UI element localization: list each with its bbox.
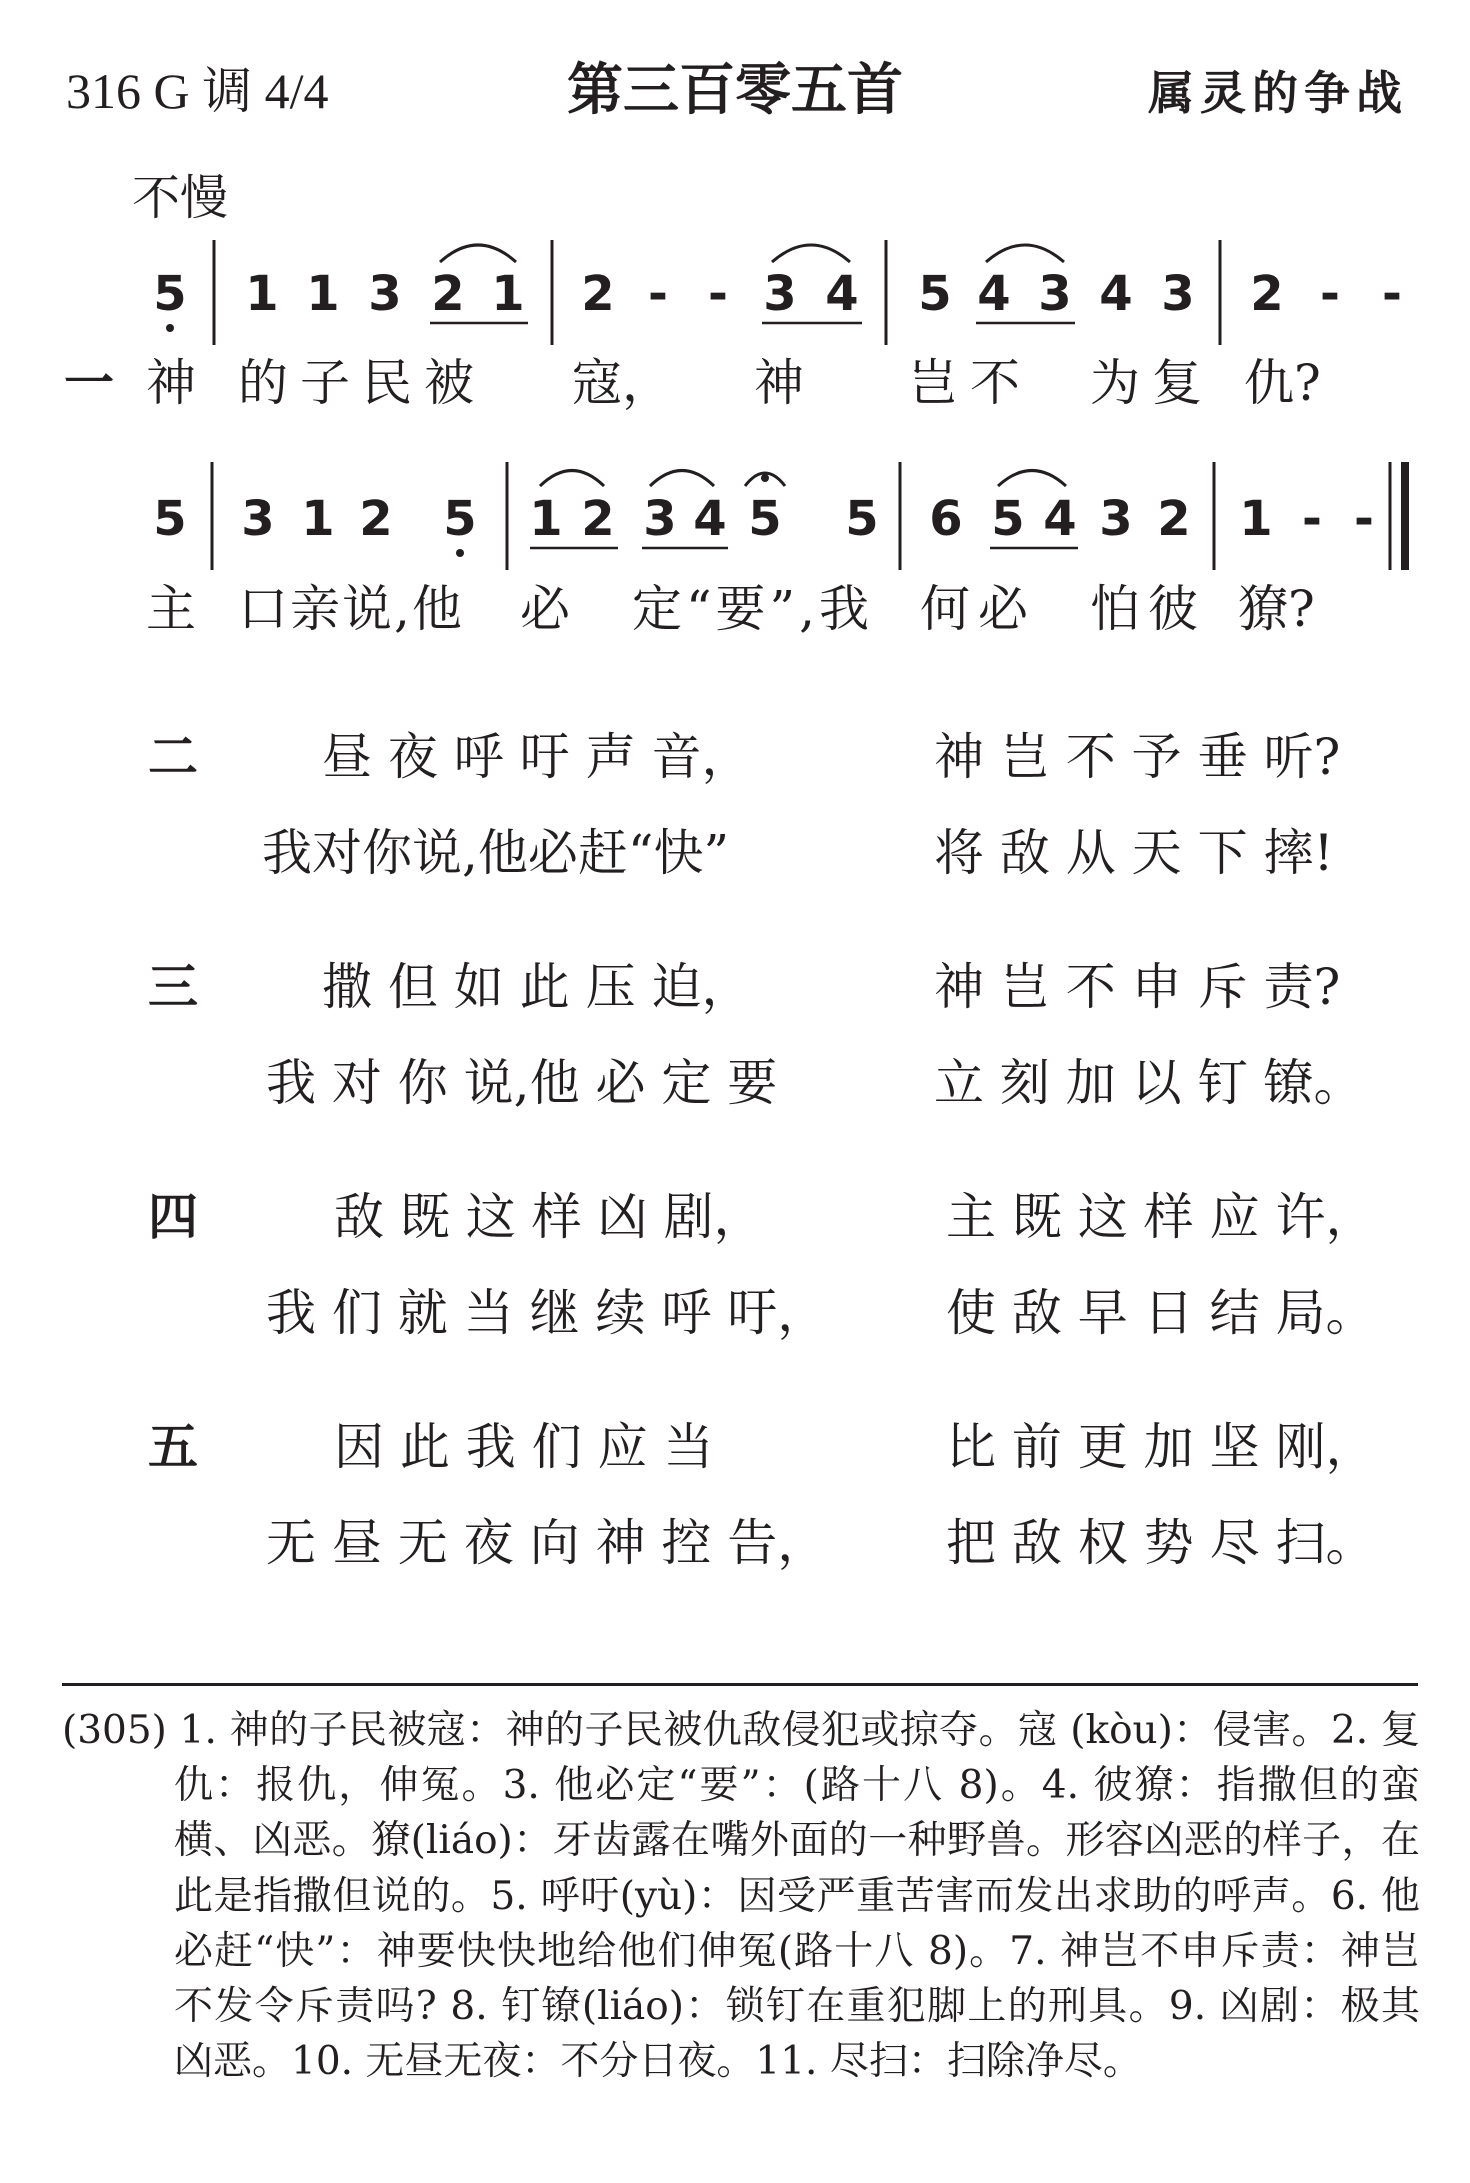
note: 3 [368,266,402,322]
verse-line: 敌 既 这 样 凶 剧， [334,1188,764,1246]
slur [540,471,604,487]
page-title: 第三百零五首 [567,58,903,123]
dash: - [1382,266,1402,322]
verse-number: 一 [64,354,114,412]
verse-line: 我 们 就 当 继 续 呼 吁， [266,1284,828,1342]
verse-line: 因 此 我 们 应 当 [334,1418,714,1476]
slur [986,245,1064,262]
hymn-category: 属灵的争战 [1148,66,1408,120]
verse-line: 昼 夜 呼 吁 声 音， [322,728,752,786]
verse-line: 立 刻 加 以 钉 镣。 [934,1054,1364,1112]
lyric: 为复 [1090,354,1214,412]
footnote-divider [62,1683,1418,1686]
note: 1 [529,491,563,547]
note: 3 [241,491,275,547]
verse-line: 主 既 这 样 应 许， [946,1188,1376,1246]
verse-line: 我对你说,他必赶“快” [262,824,730,882]
note: 2 [431,266,465,322]
note: 2 [1250,266,1284,322]
note: 4 [1099,266,1133,322]
note: 4 [977,266,1011,322]
verse-line: 比 前 更 加 坚 刚， [946,1418,1376,1476]
note: 3 [1099,491,1133,547]
lyric: 仇? [1244,354,1321,412]
note: 5 [153,491,187,547]
verse-number: 五 [148,1418,198,1476]
note: 3 [643,491,677,547]
lyric: 岂不 [908,354,1032,412]
verse-line: 神 岂 不 予 垂 听? [934,728,1341,786]
note: 2 [581,266,615,322]
verse-number: 三 [148,958,198,1016]
slur [998,471,1066,487]
lyric: 何必 [920,580,1036,638]
verse-number: 二 [148,728,198,786]
lower-octave-dot [166,324,174,332]
hymn-number-key-time: 316 G 调 4/4 [66,63,329,119]
score-line-1 [153,240,1402,345]
lyric: 口亲说,他 [238,580,464,638]
dash: - [1302,491,1322,547]
verse-line: 神 岂 不 申 斥 责? [934,958,1341,1016]
lower-octave-dot [456,549,464,557]
verse-line: 把 敌 权 势 尽 扫。 [946,1514,1376,1572]
lyric: 獠? [1238,580,1315,638]
note: 3 [1161,266,1195,322]
note: 1 [301,491,335,547]
note: 2 [581,491,615,547]
note: 2 [1157,491,1191,547]
lyric: 必 [520,580,570,638]
lyric: 怕彼 [1090,580,1206,638]
note: 3 [1038,266,1072,322]
note: 2 [359,491,393,547]
score-line-2 [153,462,1405,570]
lyric: 定“要”,我 [632,580,874,638]
lyric: 寇， [572,354,672,412]
lyric: 的子民被 [238,354,486,412]
note: 4 [1043,491,1077,547]
note: 4 [825,266,859,322]
note: 6 [929,491,963,547]
note: 4 [693,491,727,547]
lyric: 主 [146,580,196,638]
note: 1 [1239,491,1273,547]
slur [772,245,850,262]
note: 5 [918,266,952,322]
note: 5 [153,266,187,322]
note: 1 [245,266,279,322]
note: 5 [991,491,1025,547]
note: 5 [443,491,477,547]
verse-line: 撒 但 如 此 压 迫， [322,958,752,1016]
note: 5 [748,491,782,547]
fermata-dot [761,474,769,482]
lyric: 神 [146,354,196,412]
verse-number: 四 [148,1188,198,1246]
dash: - [1320,266,1340,322]
verse-line: 使 敌 早 日 结 局。 [946,1284,1376,1342]
note: 1 [306,266,340,322]
lyric: 神 [754,354,804,412]
note: 3 [763,266,797,322]
dash: - [1354,491,1374,547]
footnotes: (305) 1. 神的子民被寇：神的子民被仇敌侵犯或掠夺。寇 (kòu)：侵害。2. 复仇：报仇，伸冤。3. 他必定“要”：(路十八 8)。4. 彼獠：指撒但的蛮横、凶恶。獠(liáo)：牙齿露在嘴外面的一种野兽。形容凶恶的样子，在此是指撒但说的。5. 呼吁(yù)：因受严重苦害而发出求助的呼声。6. 他必赶“快”：神要快快地给他们伸冤(路十八 8)。7. 神岂不申斥责：神岂不发令斥责吗? 8. 钉镣(liáo)：锁钉在重犯脚上的刑具。9. 凶剧：极其凶恶。10. 无昼无夜：不分日夜。11. 尽扫：扫除净尽。 [62,1708,1420,2085]
verse-line: 无 昼 无 夜 向 神 控 告， [266,1514,828,1572]
slur [440,245,516,262]
note: 1 [491,266,525,322]
verse-line: 我 对 你 说,他 必 定 要 [266,1054,778,1112]
verse-line: 将 敌 从 天 下 摔! [934,824,1334,882]
note: 5 [845,491,879,547]
tempo-marking: 不慢 [132,170,229,226]
dash: - [708,266,728,322]
slur [650,471,714,487]
dash: - [648,266,668,322]
